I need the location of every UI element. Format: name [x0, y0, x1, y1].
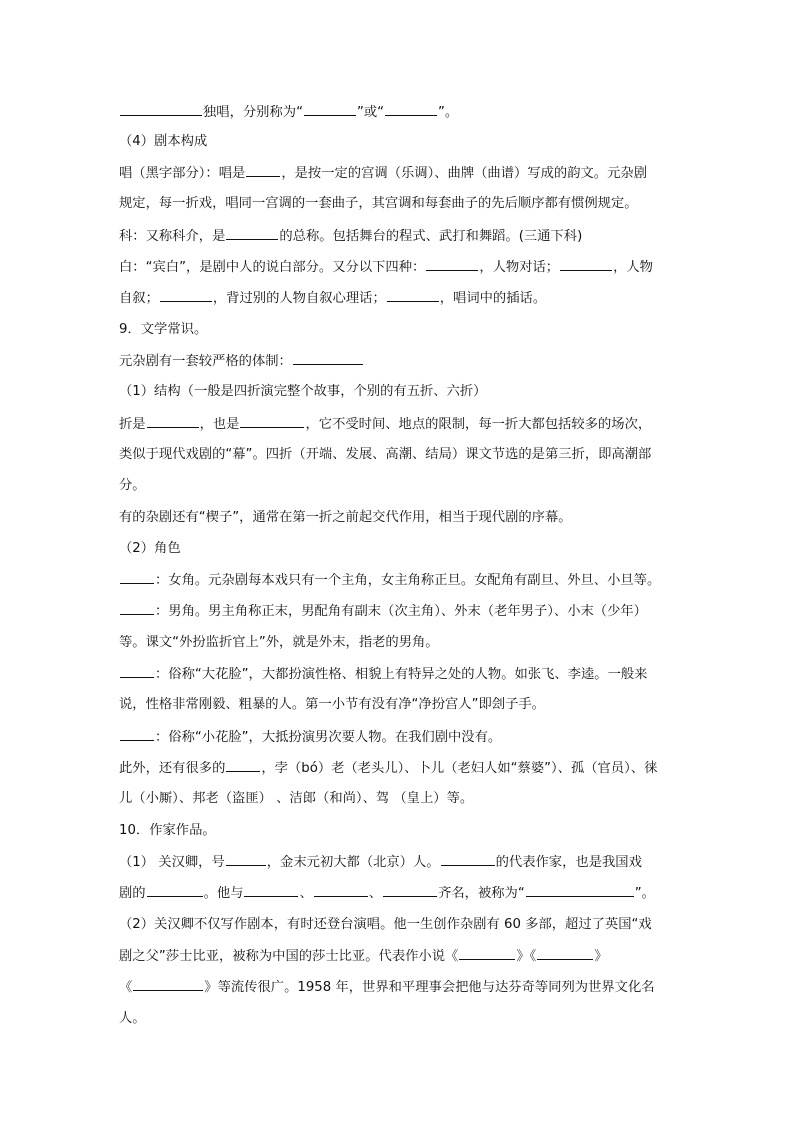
text-line	[119, 445, 679, 465]
text-run: 白：“宾白”，是剧中人的说白部分。又分以下四种：	[119, 260, 426, 275]
text-run: 《	[119, 980, 133, 995]
fill-blank	[459, 946, 515, 960]
text-run: （1） 关汉卿，号	[119, 855, 225, 870]
text-run: ，金末元初大都（北京）人。	[266, 855, 440, 870]
text-run: （1）结构（一般是四折演完整个故事，个别的有五折、六折）	[119, 384, 487, 399]
text-run: 规定，每一折戏，唱同一宫调的一套曲子，其宫调和每套曲子的先后顺序都有惯例规定。	[119, 196, 638, 211]
text-line	[119, 883, 679, 904]
fill-blank	[244, 883, 298, 897]
fill-blank	[526, 883, 634, 897]
text-line	[119, 633, 679, 653]
text-run: 》《	[516, 949, 537, 964]
text-line	[119, 789, 679, 809]
text-run: ：女角。元杂剧每本戏只有一个主角，女主角称正旦。女配角有副旦、外旦、小旦等。	[155, 573, 661, 588]
fill-blank	[240, 414, 304, 428]
text-line	[119, 288, 679, 309]
text-run: ，背过别的人物自叙心理话；	[212, 291, 386, 306]
fill-blank	[246, 163, 280, 177]
text-run: 齐名，被称为“	[438, 886, 525, 901]
text-line	[119, 539, 679, 559]
fill-blank	[226, 226, 278, 240]
text-line	[119, 758, 679, 779]
text-line	[119, 320, 679, 340]
text-line	[119, 915, 679, 935]
fill-blank	[383, 883, 437, 897]
text-run: 10．作家作品。	[119, 823, 216, 838]
text-line	[119, 194, 679, 214]
text-run: ：俗称“小花脸”，大抵扮演男次要人物。在我们剧中没有。	[155, 730, 502, 745]
text-run: ，也是	[199, 417, 240, 432]
text-line	[119, 727, 679, 748]
text-run: ，它不受时间、地点的限制，每一折大都包括较多的场次，	[305, 417, 652, 432]
text-run: 的代表作家，也是我国戏	[495, 855, 642, 870]
fill-blank	[147, 883, 203, 897]
fill-blank	[560, 257, 612, 271]
fill-blank	[426, 257, 478, 271]
fill-blank	[226, 852, 266, 866]
text-line	[119, 664, 679, 685]
fill-blank	[160, 288, 212, 302]
text-run: 独唱，分别称为“	[203, 105, 303, 120]
text-line	[119, 821, 679, 841]
text-line	[119, 132, 679, 152]
fill-blank	[293, 351, 363, 365]
text-line	[119, 476, 679, 496]
text-run: 此外，还有很多的	[119, 761, 226, 776]
text-run: 》	[594, 949, 608, 964]
text-line	[119, 414, 679, 435]
text-line	[119, 695, 679, 715]
text-run: 人。	[119, 1011, 146, 1026]
text-run: 剧的	[119, 886, 146, 901]
text-run: （4）剧本构成	[119, 134, 208, 149]
text-run: 剧之父”莎士比亚，被称为中国的莎士比亚。代表作小说《	[119, 949, 459, 964]
text-line	[119, 1009, 679, 1029]
fill-blank	[120, 570, 154, 584]
text-run: 说，性格非常刚毅、粗暴的人。第一小节有没有净“净扮宫人”即刽子手。	[119, 697, 545, 712]
fill-blank	[314, 883, 368, 897]
text-run: ”。	[438, 105, 459, 120]
text-run: ：男角。男主角称正末，男配角有副末（次主角）、外末（老年男子）、小末（少年）	[155, 604, 647, 619]
text-run: ，是按一定的宫调（乐调）、曲牌（曲谱）写成的韵文。元杂剧	[281, 166, 647, 181]
fill-blank	[133, 977, 203, 991]
text-run: 类似于现代戏剧的“幕”。四折（开端、发展、高潮、结局）课文节选的是第三折，即高潮部	[119, 447, 652, 462]
text-line	[119, 977, 679, 998]
text-run: 分。	[119, 478, 146, 493]
text-run: 、	[368, 886, 383, 901]
text-line	[119, 351, 679, 372]
text-run: 儿（小厮）、邦老（盗匪） 、洁郎（和尚）、驾 （皇上）等。	[119, 791, 474, 806]
text-line	[119, 382, 679, 402]
text-run: 自叙；	[119, 291, 159, 306]
text-run: 唱（黑字部分）：唱是	[119, 166, 246, 181]
fill-blank	[537, 946, 593, 960]
text-run: 折是	[119, 417, 146, 432]
text-run: 。他与	[203, 886, 244, 901]
fill-blank	[120, 664, 154, 678]
fill-blank	[387, 288, 439, 302]
text-run: ，孛（bó）老（老头儿）、卜儿（老妇人如“蔡婆”）、孤（官员）、徕	[261, 761, 658, 776]
text-line	[119, 163, 679, 184]
text-run: 、	[299, 886, 313, 901]
text-run: ：俗称“大花脸”，大都扮演性格、相貌上有特异之处的人物。如张飞、李逵。一般来	[155, 667, 648, 682]
text-line	[119, 570, 679, 591]
text-line	[119, 257, 679, 278]
text-run: 有的杂剧还有“楔子”，通常在第一折之前起交代作用，相当于现代剧的序幕。	[119, 510, 572, 525]
text-run: 》等流传很广。1958 年，世界和平理事会把他与达芬奇等同列为世界文化名	[204, 980, 655, 995]
fill-blank	[120, 102, 202, 116]
text-run: ，人物对话；	[479, 260, 560, 275]
text-run: ”或“	[356, 105, 385, 120]
fill-blank	[226, 758, 260, 772]
fill-blank	[304, 102, 356, 116]
text-run: 科：又称科介，是	[119, 229, 226, 244]
text-line	[119, 226, 679, 247]
fill-blank	[120, 727, 154, 741]
text-run: ，唱词中的插话。	[439, 291, 547, 306]
text-line	[119, 852, 679, 873]
text-line	[119, 102, 679, 123]
text-line	[119, 601, 679, 622]
text-run: ，人物	[613, 260, 653, 275]
text-run: ”。	[634, 886, 655, 901]
fill-blank	[385, 102, 437, 116]
text-line	[119, 508, 679, 528]
text-run: （2）角色	[119, 541, 181, 556]
text-line	[119, 946, 679, 967]
fill-blank	[441, 852, 495, 866]
text-run: 等。课文“外扮监折官上”外，就是外末，指老的男角。	[119, 635, 439, 650]
text-run: 的总称。包括舞台的程式、武打和舞蹈。(三通下科)	[279, 229, 583, 244]
fill-blank	[147, 414, 199, 428]
text-run: （2）关汉卿不仅写作剧本，有时还登台演唱。他一生创作杂剧有 60 多部，超过了英国“戏	[119, 917, 652, 932]
text-run: 元杂剧有一套较严格的体制：	[119, 354, 292, 369]
text-run: 9．文学常识。	[119, 322, 208, 337]
fill-blank	[120, 601, 154, 615]
